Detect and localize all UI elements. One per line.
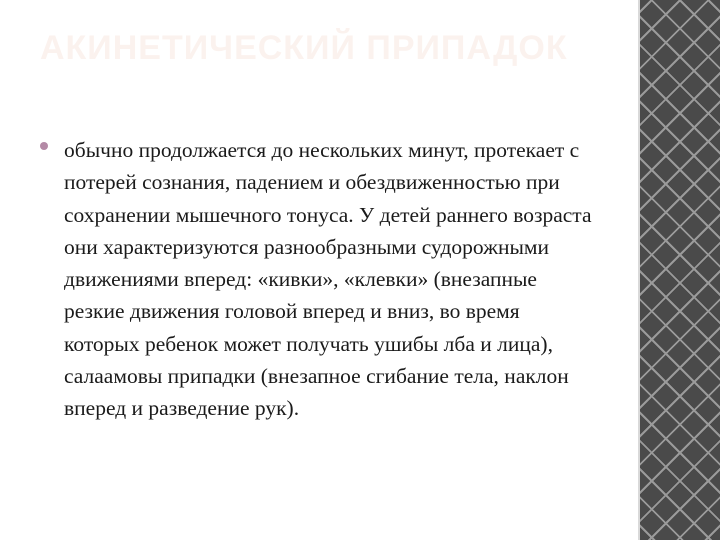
bullet-item (40, 134, 600, 425)
bullet-text: обычно продолжается до нескольких минут, протекает с потерей сознания, падением и обездвиженностью при сохранении мышечного тонуса. У детей раннего возраста они характеризуются разнообразными судорожными движениями вперед: «кивки», «клевки» (внезапные резкие движения головой вперед и вниз, во время которых ребенок может получать ушибы лба и лица), салаамовы припадки (внезапное сгибание тела, наклон вперед и разведение рук). (64, 138, 592, 421)
slide-title: АКИНЕТИЧЕСКИЙ ПРИПАДОК (40, 29, 568, 67)
decorative-side-panel (640, 0, 720, 540)
bullet-dot-icon (40, 142, 48, 150)
slide-body (40, 134, 600, 425)
